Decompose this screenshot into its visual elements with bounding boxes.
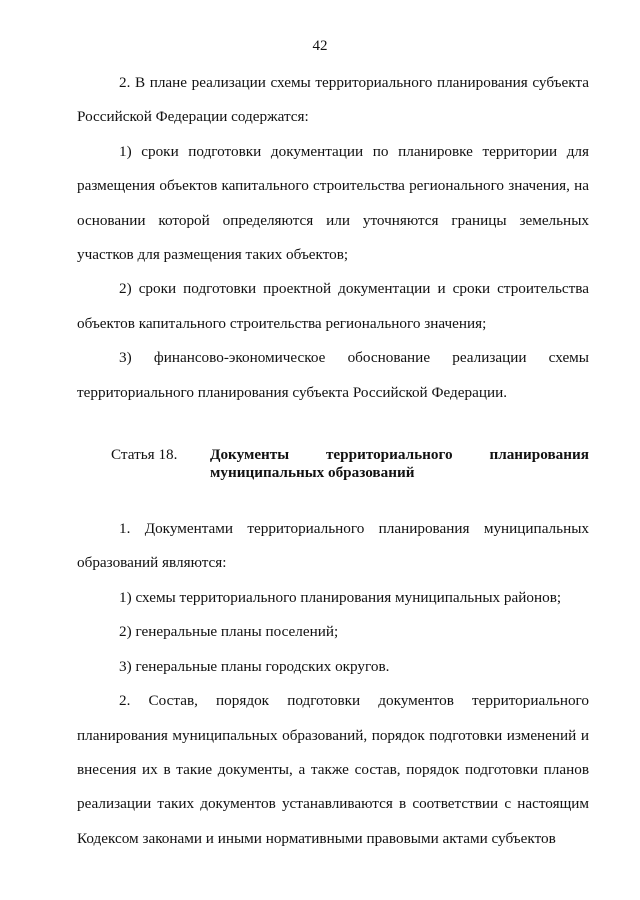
page-number: 42 xyxy=(312,38,328,54)
paragraph-item-2-project-docs: 2) сроки подготовки проектной документации и сроки строительства объектов капитального строительства регионального значения; xyxy=(77,280,589,332)
document-body xyxy=(77,66,589,856)
paragraph-item-3-financial-justification: 3) финансово-экономическое обоснование реализации схемы территориального планирования субъекта Российской Федерации. xyxy=(77,349,589,401)
paragraph-list-item-district-schemes: 1) схемы территориального планирования муниципальных районов; xyxy=(119,588,562,606)
paragraph-composition-procedure: 2. Состав, порядок подготовки документов территориального планирования муниципальных образований, порядок подготовки изменений и внесения их в такие документы, а также состав, порядок подготовки планов реализации таких документов устанавливаются в соответствии с настоящим Кодексом законами и иными нормативными правовыми актами субъектов xyxy=(77,692,589,847)
paragraph-list-item-city-plans: 3) генеральные планы городских округов. xyxy=(119,657,390,675)
paragraph-list-item-settlement-plans: 2) генеральные планы поселений; xyxy=(119,623,339,641)
article-number: Статья 18. xyxy=(111,446,178,464)
paragraph-item-1-planning-docs: 1) сроки подготовки документации по планировке территории для размещения объектов капитального строительства регионального значения, на основании которой определяются или уточняются границы земельных участков для размещения таких объектов; xyxy=(77,142,589,264)
paragraph-plan-contents: 2. В плане реализации схемы территориального планирования субъекта Российской Федерации содержатся: xyxy=(77,74,589,126)
article-heading xyxy=(77,446,589,482)
paragraph-municipal-docs-list: 1. Документами территориального планирования муниципальных образований являются: xyxy=(77,520,589,572)
article-title: Документы территориального планирования муниципальных образований xyxy=(210,446,589,482)
